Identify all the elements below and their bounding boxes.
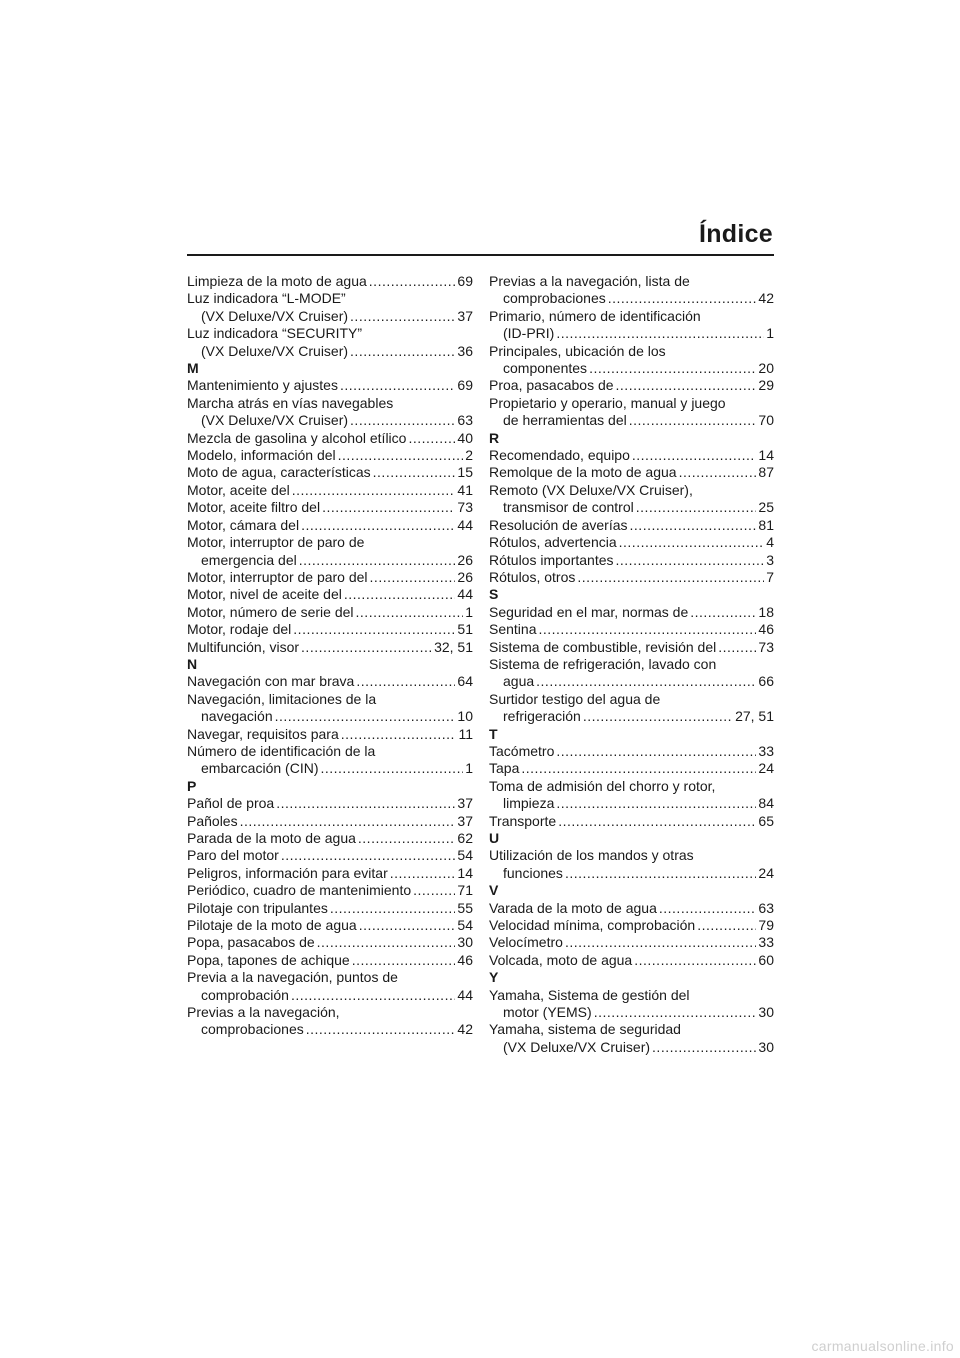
dot-leader [356,604,464,621]
index-letter-heading: P [187,777,197,794]
index-page-number: 37 [457,307,473,324]
index-entry-text: Proa, pasacabos de [489,377,614,394]
dot-leader [565,865,756,882]
index-page-number: 54 [457,847,473,864]
title-divider [187,254,774,256]
dot-leader [697,917,756,934]
index-entry-text: comprobaciones [503,290,606,307]
index-page-number: 26 [457,568,473,585]
index-entry [187,882,473,899]
dot-leader [338,447,464,464]
index-page-number: 63 [457,412,473,429]
index-entry-text: Yamaha, sistema de seguridad [489,1021,681,1038]
index-entry-text: Previa a la navegación, puntos de [187,969,398,986]
index-page-number: 70 [758,412,774,429]
index-page-number: 24 [758,760,774,777]
index-entry-text: Peligros, información para evitar [187,864,388,881]
index-entry [489,308,774,343]
index-entry [489,656,774,691]
index-column-right [489,273,774,1056]
dot-leader [344,586,456,603]
dot-leader [634,952,756,969]
index-page-number: 54 [457,917,473,934]
index-entry [489,847,774,882]
dot-leader [352,952,456,969]
index-letter-heading: R [489,429,500,446]
index-page-number: 20 [758,360,774,377]
index-page-number: 81 [758,516,774,533]
dot-leader [291,987,455,1004]
index-page-number: 55 [457,899,473,916]
dot-leader [359,917,456,934]
dot-leader [659,900,757,917]
index-page-number: 3 [766,551,774,568]
index-entry [489,813,774,830]
index-entry-text: Pilotaje de la moto de agua [187,917,357,934]
index-entry [489,639,774,656]
index-entry-text: Previas a la navegación, [187,1004,340,1021]
index-entry-text: Navegación, limitaciones de la [187,690,377,707]
index-entry-text: Motor, nivel de aceite del [187,586,342,603]
dot-leader [373,464,456,481]
index-entry-text: Paro del motor [187,847,279,864]
index-entry [489,273,774,308]
index-page-number: 69 [457,377,473,394]
index-page-number: 2 [465,447,473,464]
dot-leader [521,760,756,777]
dot-leader [616,377,757,394]
dot-leader [350,412,455,429]
index-entry-text: agua [503,673,535,690]
dot-leader [281,847,456,864]
index-page-number: 84 [758,795,774,812]
index-entry-text: Resolución de averías [489,516,628,533]
index-entry [489,760,774,777]
index-page-number: 42 [758,290,774,307]
index-entry-text: Popa, tapones de achique [187,951,350,968]
index-entry-text: (VX Deluxe/VX Cruiser) [201,342,349,359]
dot-leader [583,708,733,725]
index-entry [187,917,473,934]
index-page-number: 44 [457,986,473,1003]
index-page-number: 11 [458,725,473,742]
index-page-number: 73 [758,638,774,655]
index-letter-heading: Y [489,969,499,986]
index-page-number: 33 [758,742,774,759]
index-entry-text: Marcha atrás en vías navegables [187,394,394,411]
dot-leader [356,673,455,690]
dot-leader [369,273,456,290]
index-letter-heading: T [489,725,498,742]
index-entry-text: Pilotaje con tripulantes [187,899,328,916]
index-entry [489,517,774,534]
index-entry-text: (VX Deluxe/VX Cruiser) [503,1038,651,1055]
index-page-number: 30 [758,1038,774,1055]
index-entry [489,900,774,917]
index-entry-text: Mantenimiento y ajustes [187,377,338,394]
index-entry-text: Motor, interruptor de paro del [187,568,368,585]
index-entry [187,517,473,534]
index-entry [187,639,473,656]
index-entry [489,377,774,394]
index-entry-text: motor (YEMS) [503,1004,592,1021]
index-entry [187,691,473,726]
index-entry-text: Sistema de refrigeración, lavado con [489,655,717,672]
dot-leader [536,673,756,690]
index-entry [489,534,774,551]
index-entry-text: Varada de la moto de agua [489,899,657,916]
index-entry [489,604,774,621]
index-page-number: 65 [758,812,774,829]
index-entry [187,499,473,516]
index-entry-text: comprobación [201,986,289,1003]
index-entry [489,934,774,951]
index-entry-text: Limpieza de la moto de agua [187,273,367,289]
index-page-number: 29 [758,377,774,394]
index-entry [489,343,774,378]
index-entry-text: Velocidad mínima, comprobación [489,917,696,934]
index-entry-text: Motor, cámara del [187,516,300,533]
dot-leader [608,290,757,307]
index-entry-text: Parada de la moto de agua [187,830,356,846]
index-page-number: 14 [758,447,774,464]
index-entry [187,621,473,638]
index-letter-heading: U [489,830,500,846]
dot-leader [629,412,757,429]
index-page-number: 36 [457,342,473,359]
dot-leader [358,830,456,847]
index-entry-text: Volcada, moto de agua [489,951,633,968]
index-entry [489,569,774,586]
dot-leader [350,343,455,360]
index-entry [489,621,774,638]
index-page-number: 37 [457,795,473,812]
index-entry-text: Luz indicadora “L-MODE” [187,290,346,307]
index-entry [187,673,473,690]
index-entry-text: Tacómetro [489,742,555,759]
dot-leader [317,934,456,951]
index-page-number: 14 [457,864,473,881]
dot-leader [718,639,756,656]
index-entry-text: Rótulos, otros [489,568,576,585]
index-entry-text: emergencia del [201,551,297,568]
index-entry [489,447,774,464]
index-page-number: 46 [457,951,473,968]
index-page-number: 71 [457,882,473,899]
index-page-number: 44 [457,516,473,533]
dot-leader [630,517,757,534]
index-page-number: 63 [758,899,774,916]
index-entry-text: Previas a la navegación, lista de [489,273,690,289]
index-entry [187,395,473,430]
index-page-number: 66 [758,673,774,690]
index-entry [489,952,774,969]
index-entry-text: Navegación con mar brava [187,673,355,690]
index-page-number: 10 [457,708,473,725]
dot-leader [556,325,764,342]
index-entry-text: Rótulos, advertencia [489,534,617,551]
index-entry [187,377,473,394]
index-entry-text: Seguridad en el mar, normas de [489,603,689,620]
index-entry-text: Remoto (VX Deluxe/VX Cruiser), [489,481,693,498]
index-page-number: 27, 51 [735,708,774,725]
index-entry-text: Tapa [489,760,520,777]
index-entry-text: Popa, pasacabos de [187,934,315,951]
index-entry-text: Mezcla de gasolina y alcohol etílico [187,429,407,446]
index-entry-text: Modelo, información del [187,447,336,464]
index-entry-text: Surtidor testigo del agua de [489,690,661,707]
dot-leader [577,569,764,586]
index-entry [187,447,473,464]
dot-leader [320,760,463,777]
dot-leader [616,552,765,569]
index-page-number: 79 [758,917,774,934]
index-page-number: 62 [457,830,473,846]
index-entry-text: Pañoles [187,812,238,829]
dot-leader [413,882,455,899]
index-page-number: 7 [766,568,774,585]
index-entry-text: componentes [503,360,588,377]
dot-leader [632,447,757,464]
dot-leader [636,499,757,516]
dot-leader [306,1021,456,1038]
index-page-number: 30 [758,1004,774,1021]
index-entry [187,743,473,778]
index-letter-heading: V [489,882,499,899]
index-entry [489,987,774,1022]
index-letter-heading: S [489,586,499,603]
dot-leader [408,430,455,447]
index-page-number: 37 [457,812,473,829]
index-entry-text: Motor, interruptor de paro de [187,534,365,551]
index-entry [187,290,473,325]
index-entry-text: transmisor de control [503,499,634,516]
dot-leader [679,464,757,481]
index-entry [187,830,473,847]
index-entry [187,847,473,864]
index-entry-text: Sentina [489,621,537,638]
index-entry-text: Navegar, requisitos para [187,725,339,742]
index-entry-text: Periódico, cuadro de mantenimiento [187,882,412,899]
index-entry-text: Número de identificación de la [187,742,376,759]
index-entry-text: Multifunción, visor [187,638,300,655]
dot-leader [293,621,455,638]
index-entry [489,691,774,726]
index-entry [187,900,473,917]
index-page-number: 15 [457,464,473,481]
index-entry-text: (VX Deluxe/VX Cruiser) [201,412,349,429]
dot-leader [340,377,455,394]
index-entry-text: Pañol de proa [187,795,275,812]
index-entry-text: Remolque de la moto de agua [489,464,677,481]
index-page-number: 69 [457,273,473,289]
dot-leader [301,517,455,534]
index-page-number: 26 [457,551,473,568]
index-page-number: 46 [758,621,774,638]
index-entry [187,482,473,499]
index-entry [187,273,473,290]
index-entry-text: Utilización de los mandos y otras [489,847,694,864]
index-entry [187,569,473,586]
index-entry [489,917,774,934]
index-page-number: 41 [457,481,473,498]
index-entry-text: Motor, número de serie del [187,603,354,620]
index-page-number: 32, 51 [434,638,473,655]
index-entry-text: comprobaciones [201,1021,304,1038]
page-title: Índice [698,220,773,248]
index-page-number: 1 [766,325,774,342]
index-page-number: 60 [758,951,774,968]
index-entry [187,1004,473,1039]
index-entry-text: Primario, número de identificación [489,307,701,324]
index-entry-text: Motor, rodaje del [187,621,292,638]
index-entry [489,778,774,813]
index-entry [187,952,473,969]
dot-leader [390,865,456,882]
index-entry [489,395,774,430]
index-entry [187,969,473,1004]
index-letter-heading: M [187,360,199,377]
index-entry-text: embarcación (CIN) [201,760,319,777]
index-entry [187,865,473,882]
dot-leader [322,499,455,516]
index-page-number: 4 [766,534,774,551]
dot-leader [565,934,756,951]
index-entry-text: Luz indicadora “SECURITY” [187,325,363,342]
index-entry [187,534,473,569]
dot-leader [556,743,756,760]
index-page-number: 51 [457,621,473,638]
index-entry-text: (VX Deluxe/VX Cruiser) [201,307,349,324]
dot-leader [538,621,756,638]
index-entry-text: Sistema de combustible, revisión del [489,638,717,655]
index-entry-text: Motor, aceite del [187,481,290,498]
index-entry [489,482,774,517]
dot-leader [292,482,456,499]
index-entry-text: refrigeración [503,708,581,725]
dot-leader [556,795,756,812]
dot-leader [619,534,765,551]
index-page-number: 25 [758,499,774,516]
dot-leader [275,708,456,725]
dot-leader [240,813,456,830]
index-entry [187,795,473,812]
dot-leader [370,569,456,586]
index-entry-text: Velocímetro [489,934,563,951]
dot-leader [299,552,456,569]
index-entry [489,552,774,569]
index-entry [187,813,473,830]
index-entry [187,604,473,621]
dot-leader [341,726,457,743]
index-entry [187,586,473,603]
index-entry-text: Toma de admisión del chorro y rotor, [489,777,716,794]
index-entry [489,743,774,760]
index-entry [489,1021,774,1056]
index-entry-text: Motor, aceite filtro del [187,499,321,516]
index-column-left [187,273,473,1039]
dot-leader [594,1004,757,1021]
index-entry [187,430,473,447]
index-letter-heading: N [187,655,198,672]
dot-leader [301,639,432,656]
dot-leader [350,308,455,325]
index-page-number: 1 [465,760,473,777]
watermark: carmanualsonline.info [811,1338,954,1354]
dot-leader [276,795,455,812]
index-page-number: 64 [457,673,473,690]
index-entry-text: Recomendado, equipo [489,447,630,464]
index-page-number: 24 [758,864,774,881]
index-page-number: 1 [465,603,473,620]
index-entry [489,464,774,481]
index-entry-text: funciones [503,864,563,881]
dot-leader [330,900,456,917]
index-page-number: 42 [457,1021,473,1038]
index-entry [187,325,473,360]
index-page-number: 44 [457,586,473,603]
index-page-number: 18 [758,603,774,620]
index-entry-text: limpieza [503,795,555,812]
index-entry-text: (ID-PRI) [503,325,555,342]
index-entry-text: Principales, ubicación de los [489,342,666,359]
index-page-number: 40 [457,429,473,446]
index-page-number: 87 [758,464,774,481]
index-entry-text: Rótulos importantes [489,551,614,568]
index-entry [187,726,473,743]
index-page-number: 30 [457,934,473,951]
index-entry-text: Yamaha, Sistema de gestión del [489,986,690,1003]
dot-leader [589,360,756,377]
dot-leader [652,1039,756,1056]
index-entry [187,934,473,951]
index-page-number: 33 [758,934,774,951]
index-entry-text: navegación [201,708,273,725]
index-entry [187,464,473,481]
index-entry-text: de herramientas del [503,412,627,429]
dot-leader [558,813,756,830]
index-page-number: 73 [457,499,473,516]
dot-leader [690,604,756,621]
index-entry-text: Transporte [489,812,557,829]
index-entry-text: Moto de agua, características [187,464,371,481]
index-entry-text: Propietario y operario, manual y juego [489,394,726,411]
